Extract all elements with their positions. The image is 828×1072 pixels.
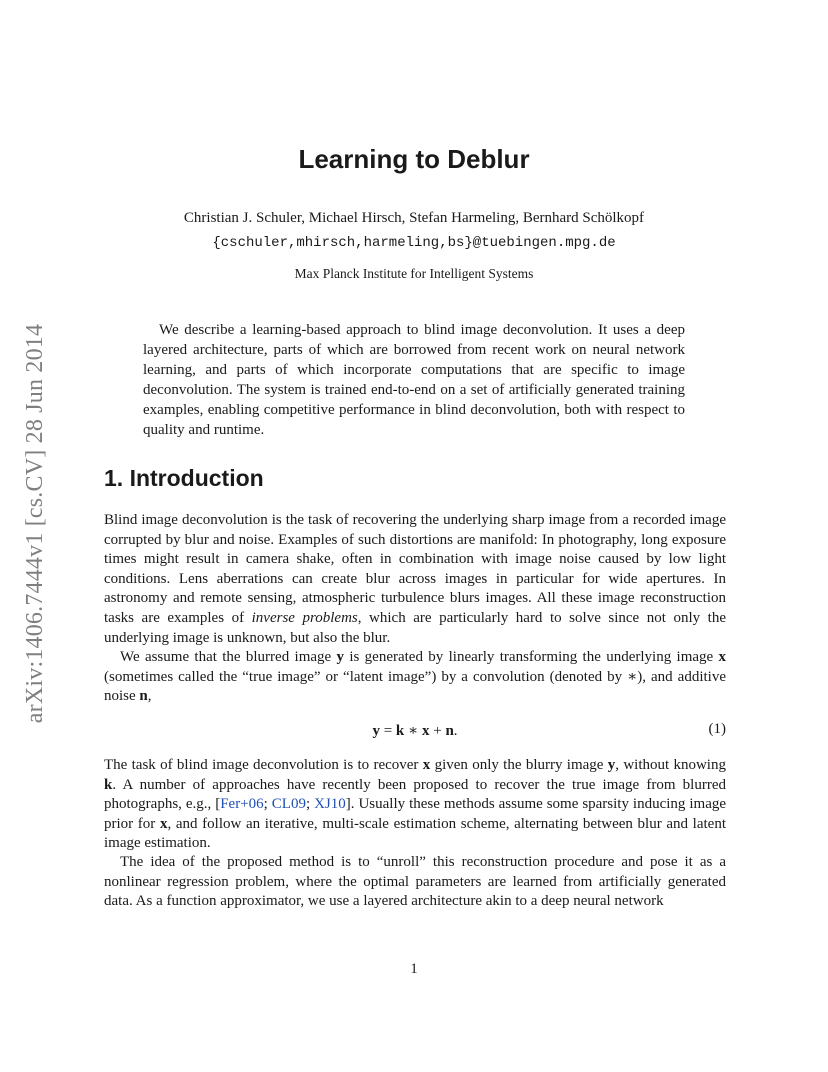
p2-text-b: is generated by linearly transforming the underlying image [344, 649, 719, 665]
eq-period: . [453, 723, 458, 739]
p3-text-f: , and follow an iterative, multi-scale estimation scheme, alternating between blur and latent image estimation. [104, 815, 726, 852]
citation-link-cl09[interactable]: CL09 [271, 796, 306, 813]
p3-citation-separator-1: ; [263, 796, 272, 813]
citation-link-fer06[interactable]: Fer+06 [220, 796, 264, 813]
author-emails: {cschuler,mhirsch,harmeling,bs}@tuebingen.mpg.de [212, 235, 616, 251]
p3-symbol-x-2: x [159, 815, 168, 832]
eq-symbol-k: k [395, 723, 405, 739]
p3-citation-separator-2: ; [305, 796, 315, 813]
p2-text-a: We assume that the blurred image [120, 649, 337, 665]
arxiv-identifier-text: arXiv:1406.7444v1 [cs.CV] 28 Jun 2014 [22, 323, 49, 723]
intro-p1-text-a: Blind image deconvolution is the task of recovering the underlying sharp image from a recorded image corrupted by blur and noise. Examples of such distortions are manifold: In photography, long exposure times might result in camera shake, often in combination with image noise caused by low light conditions. Lens aberrations can create blur across images in particular for wide apertures. In astronomy and remote sensing, atmospheric turbulence blurs images. All these image reconstruction tasks are examples of [104, 512, 726, 626]
intro-paragraph-3 [104, 756, 726, 854]
eq-symbol-n: n [445, 723, 454, 739]
paper-title: Learning to Deblur [298, 144, 530, 174]
intro-paragraph-2 [104, 648, 726, 707]
arxiv-identifier-stamp [16, 298, 56, 748]
p2-text-d: , [147, 688, 152, 705]
p2-symbol-n: n [139, 688, 148, 705]
intro-paragraph-1 [104, 511, 726, 648]
p3-symbol-k: k [104, 776, 113, 793]
section-heading-introduction: 1. Introduction [104, 465, 264, 491]
affiliation: Max Planck Institute for Intelligent Systems [294, 266, 534, 281]
page-number: 1 [410, 961, 418, 977]
author-list: Christian J. Schuler, Michael Hirsch, Stefan Harmeling, Bernhard Schölkopf [183, 210, 645, 226]
p3-symbol-x: x [422, 757, 431, 773]
intro-paragraph-4: The idea of the proposed method is to “unroll” this reconstruction procedure and pose it as a nonlinear regression problem, where the optimal parameters are learned from artificially generated data. As a function approximator, we use a layered architecture akin to a deep neural network [104, 854, 726, 910]
p3-text-e: ]. Usually these methods assume some sparsity inducing image prior for [104, 796, 727, 832]
p2-symbol-x: x [718, 649, 726, 665]
eq-equals: = [379, 723, 396, 739]
intro-p1-text-b: , which are particularly hard to solve since not only the underlying image is unknown, but also the blur. [104, 609, 726, 646]
eq-convolution: ∗ [404, 723, 422, 739]
equation-body [104, 721, 726, 740]
p2-symbol-y: y [336, 649, 345, 665]
equation-number: (1) [708, 721, 726, 737]
p3-symbol-y: y [607, 757, 616, 773]
p2-text-c: (sometimes called the “true image” or “latent image”) by a convolution (denoted by ∗), and additive noise [104, 668, 726, 705]
eq-symbol-x: x [421, 723, 430, 739]
p3-text-c: , without knowing [615, 757, 726, 773]
eq-plus: + [429, 723, 446, 739]
equation-1 [104, 721, 726, 741]
citation-link-xj10[interactable]: XJ10 [314, 796, 346, 813]
p3-text-b: given only the blurry image [430, 757, 608, 773]
p3-text-a: The task of blind image deconvolution is to recover [104, 757, 423, 773]
p3-text-d: . A number of approaches have recently been proposed to recover the true image from blurred photographs, e.g., [ [104, 776, 726, 813]
eq-symbol-y: y [372, 723, 380, 739]
abstract: We describe a learning-based approach to blind image deconvolution. It uses a deep layered architecture, parts of which are borrowed from recent work on neural network learning, and parts of which incorporate computations that are specific to image deconvolution. The system is trained end-to-end on a set of artificially generated training examples, enabling competitive performance in blind deconvolution, both with respect to quality and runtime. [143, 322, 685, 438]
intro-p1-emphasis: inverse problems [251, 609, 358, 626]
